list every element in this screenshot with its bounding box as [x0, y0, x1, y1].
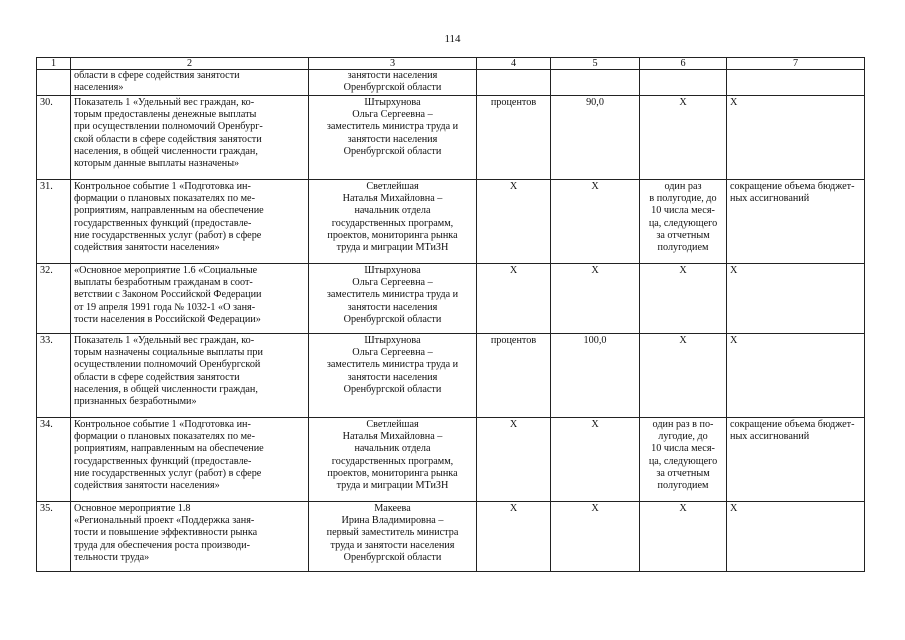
unit — [477, 70, 551, 96]
target-value: X — [551, 418, 640, 502]
row-number: 35. — [37, 502, 71, 572]
responsible-person: Светлейшая Наталья Михайловна – начальник отдела государственных программ, проектов, мониторинга рынка труда и миграции МТиЗН — [309, 418, 477, 502]
unit: X — [477, 264, 551, 334]
column-number: 5 — [551, 58, 640, 70]
consequence-note: X — [727, 96, 865, 180]
deadline: X — [640, 96, 727, 180]
row-number: 30. — [37, 96, 71, 180]
measure-name: области в сфере содействия занятости населения» — [71, 70, 309, 96]
column-number: 4 — [477, 58, 551, 70]
responsible-person: Светлейшая Наталья Михайловна – начальник отдела государственных программ, проектов, мониторинга рынка труда и миграции МТиЗН — [309, 180, 477, 264]
unit: X — [477, 180, 551, 264]
table-row — [37, 418, 865, 502]
column-number: 1 — [37, 58, 71, 70]
measures-table — [36, 57, 865, 572]
deadline: X — [640, 502, 727, 572]
table-row — [37, 180, 865, 264]
unit: процентов — [477, 96, 551, 180]
responsible-person: Штырхунова Ольга Сергеевна – заместитель министра труда и занятости населения Оренбургской области — [309, 96, 477, 180]
consequence-note: X — [727, 334, 865, 418]
row-number: 31. — [37, 180, 71, 264]
row-number: 34. — [37, 418, 71, 502]
unit: X — [477, 502, 551, 572]
page-number: 114 — [444, 33, 461, 45]
unit: X — [477, 418, 551, 502]
target-value: 90,0 — [551, 96, 640, 180]
measure-name: Основное мероприятие 1.8 «Региональный проект «Поддержка заня- тости и повышение эффективности рынка труда для обеспечения роста производи- тельности труда» — [71, 502, 309, 572]
deadline: X — [640, 264, 727, 334]
column-number: 6 — [640, 58, 727, 70]
measure-name: Контрольное событие 1 «Подготовка ин- формации о плановых показателях по ме- роприятиям, направленным на обеспечение государственных функций (предоставле- ние государственных услуг (работ) в сфере содействия занятости населения» — [71, 180, 309, 264]
target-value: X — [551, 180, 640, 264]
target-value: X — [551, 264, 640, 334]
deadline: один раз в полугодие, до 10 числа меся- ца, следующего за отчетным полугодием — [640, 180, 727, 264]
measure-name: Показатель 1 «Удельный вес граждан, ко- торым предоставлены денежные выплаты при осуществлении полномочий Оренбург- ской области в сфере содействия занятости населения, в общей численности граждан, которым данные выплаты назначены» — [71, 96, 309, 180]
target-value: 100,0 — [551, 334, 640, 418]
consequence-note: сокращение объема бюджет- ных ассигнований — [727, 418, 865, 502]
target-value — [551, 70, 640, 96]
responsible-person: Штырхунова Ольга Сергеевна – заместитель министра труда и занятости населения Оренбургской области — [309, 334, 477, 418]
deadline: один раз в по- лугодие, до 10 числа меся- ца, следующего за отчетным полугодием — [640, 418, 727, 502]
unit: процентов — [477, 334, 551, 418]
measure-name: Показатель 1 «Удельный вес граждан, ко- торым назначены социальные выплаты при осуществлении полномочий Оренбургской области в сфере содействия занятости населения, в общей численности граждан, признанных безработными» — [71, 334, 309, 418]
row-number — [37, 70, 71, 96]
target-value: X — [551, 502, 640, 572]
column-number: 7 — [727, 58, 865, 70]
column-number: 2 — [71, 58, 309, 70]
deadline — [640, 70, 727, 96]
table-row — [37, 334, 865, 418]
table-row — [37, 70, 865, 96]
responsible-person: занятости населения Оренбургской области — [309, 70, 477, 96]
row-number: 33. — [37, 334, 71, 418]
deadline: X — [640, 334, 727, 418]
responsible-person: Штырхунова Ольга Сергеевна – заместитель министра труда и занятости населения Оренбургской области — [309, 264, 477, 334]
measure-name: Контрольное событие 1 «Подготовка ин- формации о плановых показателях по ме- роприятиям, направленным на обеспечение государственных функций (предоставле- ние государственных услуг (работ) в сфере содействия занятости населения» — [71, 418, 309, 502]
row-number: 32. — [37, 264, 71, 334]
consequence-note: X — [727, 264, 865, 334]
responsible-person: Макеева Ирина Владимировна – первый заместитель министра труда и занятости населения Оренбургской области — [309, 502, 477, 572]
table-row — [37, 502, 865, 572]
column-number-row — [37, 58, 865, 70]
consequence-note — [727, 70, 865, 96]
table-row — [37, 96, 865, 180]
measure-name: «Основное мероприятие 1.6 «Социальные выплаты безработным гражданам в соот- ветствии с Законом Российской Федерации от 19 апреля 1991 года № 1032-1 «О заня- тости населения в Российской Федерации» — [71, 264, 309, 334]
consequence-note: сокращение объема бюджет- ных ассигнований — [727, 180, 865, 264]
table-row — [37, 264, 865, 334]
consequence-note: X — [727, 502, 865, 572]
column-number: 3 — [309, 58, 477, 70]
